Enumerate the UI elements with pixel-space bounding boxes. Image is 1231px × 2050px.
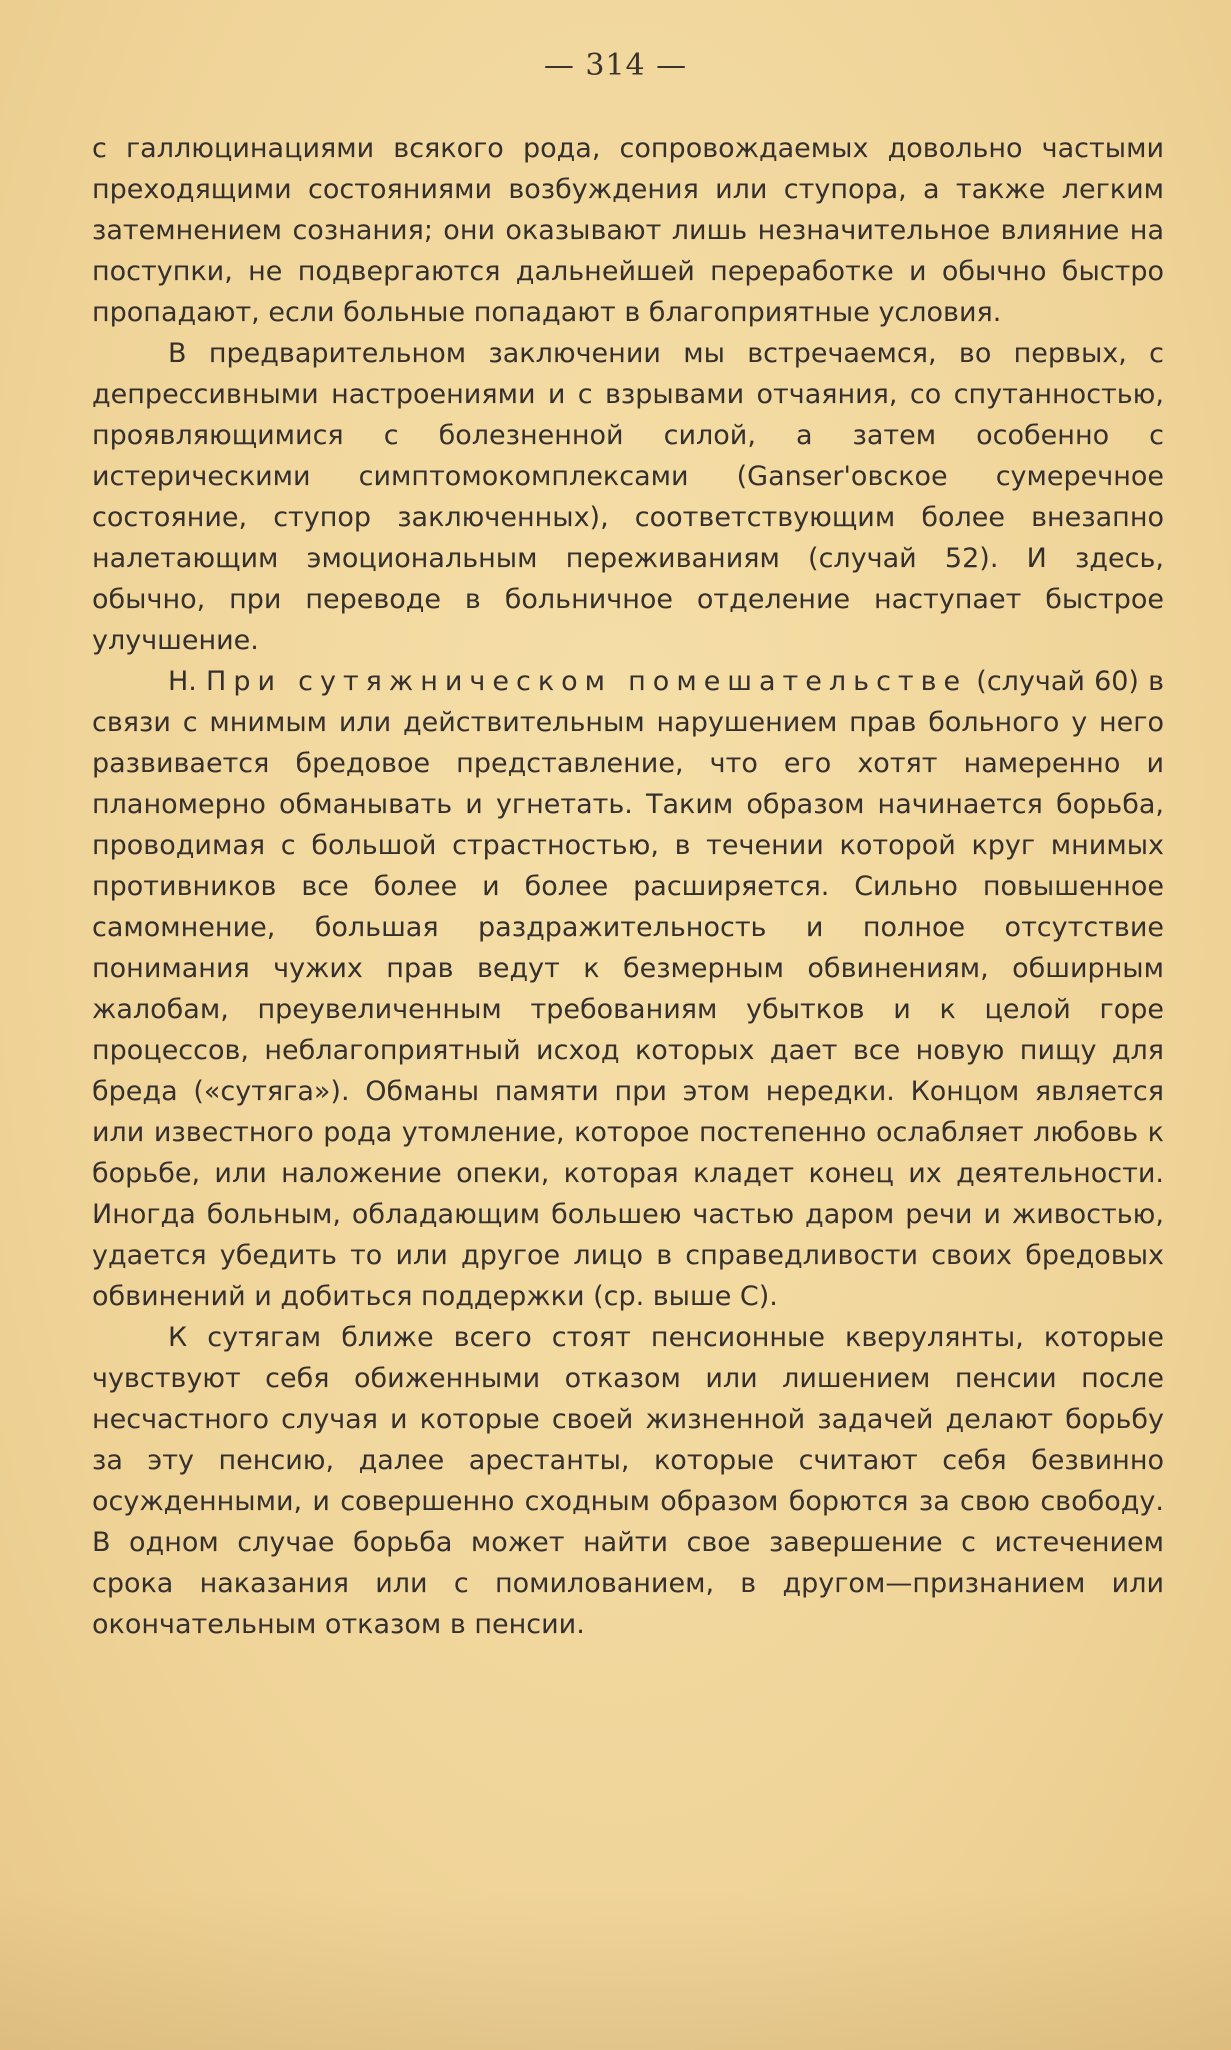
page-shadow (0, 1890, 1231, 2050)
paragraph-3 (92, 661, 1164, 1317)
paragraph-2: В предварительном заключении мы встречаемся, во первых, с депрессивными настроениями и с взрывами отчаяния, со спутанностью, проявляющимися с болезненной силой, а затем особенно с истерическими симптомокомплексами (Ganser'овское сумеречное состояние, ступор заключенных), соответствующим более внезапно налетающим эмоциональным переживаниям (случай 52). И здесь, обычно, при переводе в больничное отделение наступает быстрое улучшение. (92, 338, 1164, 656)
paragraph-3-text: (случай 60) в связи с мнимым или действительным нарушением прав больного у него развивается бредовое представление, что его хотят намеренно и планомерно обманывать и угнетать. Таким образом начинается борьба, проводимая с большой страстностью, в течении которой круг мнимых противников все более и более расширяется. Сильно повышенное самомнение, большая раздражительность и полное отсутствие понимания чужих прав ведут к безмерным обвинениям, обширным жалобам, преувеличенным требованиям убытков и к целой горе процессов, неблагоприятный исход которых дает все новую пищу для бреда («сутяга»). Обманы памяти при этом нередки. Концом является или известного рода утомление, которое постепенно ослабляет любовь к борьбе, или наложение опеки, которая кладет конец их деятельности. Иногда больным, обладающим большею частью даром речи и живостью, удается убедить то или другое лицо в справедливости своих бредовых обвинений и добиться поддержки (ср. выше С). (92, 666, 1164, 1312)
body-text (92, 128, 1164, 1645)
page-number: — 314 — (543, 48, 688, 83)
section-letter: Н. (168, 666, 197, 697)
section-heading-spaced: При сутяжническом помешательстве (206, 666, 968, 697)
paragraph-1: с галлюцинациями всякого рода, сопровождаемых довольно частыми преходящими состояниями возбуждения или ступора, а также легким затемнением сознания; они оказывают лишь незначительное влияние на поступки, не подвергаются дальнейшей переработке и обычно быстро пропадают, если больные попадают в благоприятные условия. (92, 133, 1164, 328)
paragraph-4: К сутягам ближе всего стоят пенсионные кверулянты, которые чувствуют себя обиженными отказом или лишением пенсии после несчастного случая и которые своей жизненной задачей делают борьбу за эту пенсию, далее арестанты, которые считают себя безвинно осужденными, и совершенно сходным образом борются за свою свободу. В одном случае борьба может найти свое завершение с истечением срока наказания или с помилованием, в другом—признанием или окончательным отказом в пенсии. (92, 1322, 1164, 1640)
